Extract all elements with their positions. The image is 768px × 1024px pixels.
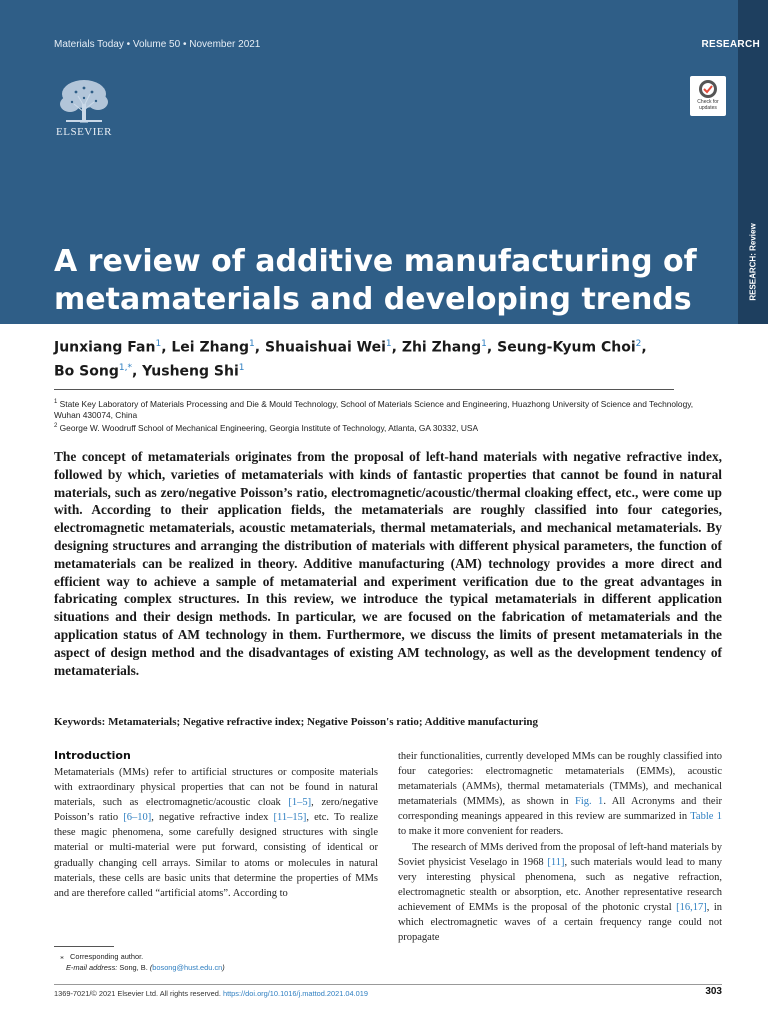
citation-link[interactable]: [11–15] — [273, 812, 307, 824]
author-separator: , — [161, 339, 172, 356]
author-affiliation-marker[interactable]: 1 — [238, 362, 245, 373]
text-run: , negative refractive index — [151, 812, 274, 824]
email-owner: Song, B. — [119, 963, 148, 972]
author-affiliation-marker[interactable]: 1,* — [118, 362, 132, 373]
journal-issue-line[interactable]: Materials Today • Volume 50 • November 2021 — [54, 39, 261, 50]
figure-link[interactable]: Fig. 1 — [575, 796, 604, 808]
citation-link[interactable]: [6–10] — [123, 812, 152, 824]
author-affiliation-marker[interactable]: 2 — [635, 339, 642, 349]
text-run: , in which electromagnetic waves of a certain frequency range could not propagate — [398, 901, 722, 944]
table-link[interactable]: Table 1 — [690, 811, 723, 823]
body-paragraph — [398, 749, 722, 840]
page-number: 303 — [705, 986, 722, 997]
article-title: A review of additive manufacturing of metamaterials and developing trends — [54, 244, 697, 317]
citation-link[interactable]: [1–5] — [288, 797, 312, 809]
footer-copyright — [54, 989, 368, 998]
body-paragraph — [398, 840, 722, 946]
author-affiliation-marker[interactable]: 1 — [155, 339, 162, 349]
copyright-text: 1369-7021/© 2021 Elsevier Ltd. All rights reserved. — [54, 989, 221, 998]
body-column-left — [54, 749, 378, 901]
email-link[interactable]: bosong@hust.edu.cn — [152, 963, 223, 972]
author-name[interactable]: Seung-Kyum Choi — [497, 339, 636, 356]
doi-link[interactable]: https://doi.org/10.1016/j.mattod.2021.04.019 — [222, 989, 369, 998]
corresponding-author-footnote — [54, 951, 374, 973]
abstract: The concept of metamaterials originates from the proposal of left-hand materials with negative refractive index, followed by which, varieties of metamaterials with kinds of fantastic properties that cannot be found in natural materials, such as zero/negative Poisson’s ratio, electromagnetic/acoustic/thermal cloaking effect, etc., were come up with. According to their application fields, the metamaterials are roughly classified into four categories, electromagnetic metamaterials, acoustic metamaterials, thermal metamaterials, and mechanical metamaterials. By designing structures and arranging the distribution of materials with different physical parameters, the function of metamaterials can be realized in theory. Additive manufacturing (AM) technology provides a more direct and efficient way to achieve a sample of metamaterial and experiment verification due to the great advantages in fabricating complex structures. In this review, we introduce the typical metamaterials in different application situations and their design methods. In particular, we are focused on the fabrication of metamaterials and the application status of AM technology in them. Furthermore, we discuss the limits of present metamaterials in the aspect of design method and the disadvantages of existing AM technology, as well as the development tendency of metamaterials. — [54, 449, 722, 678]
keywords: Keywords: Metamaterials; Negative refractive index; Negative Poisson's ratio; Additive manufacturing — [54, 716, 539, 728]
author-separator: , — [391, 339, 402, 356]
footnote-email-line: E-mail address: Song, B. (bosong@hust.edu.cn) — [66, 963, 225, 972]
affiliation-marker: 2 — [54, 422, 58, 429]
affiliations — [54, 397, 694, 434]
citation-link[interactable]: [11] — [547, 856, 565, 868]
affiliation-item — [54, 421, 694, 434]
check-updates-text-line1: Check for — [697, 99, 719, 105]
body-column-right — [398, 749, 722, 945]
footnote-text: Corresponding author. — [70, 952, 144, 961]
affiliation-item — [54, 397, 694, 421]
author-name[interactable]: Lei Zhang — [171, 339, 250, 356]
author-divider — [54, 389, 674, 390]
section-heading-introduction: Introduction — [54, 749, 131, 762]
text-run: to make it more convenient for readers. — [398, 826, 564, 838]
footer-divider — [54, 984, 722, 985]
side-section-label: RESEARCH: Review — [748, 223, 758, 301]
check-updates-text-line2: updates — [699, 105, 717, 111]
footnote-mark: ⁎ — [60, 952, 64, 961]
author-separator: , — [641, 339, 647, 356]
author-name[interactable]: Zhi Zhang — [401, 339, 482, 356]
author-list — [54, 334, 694, 381]
text-run: , zero/negative Poisson’s ratio — [54, 797, 378, 824]
author-name[interactable]: Yusheng Shi — [142, 363, 239, 380]
email-label: E-mail address: — [66, 963, 118, 972]
author-affiliation-marker[interactable]: 1 — [249, 339, 255, 349]
author-name[interactable]: Junxiang Fan — [54, 339, 156, 356]
author-affiliation-marker[interactable]: 1 — [481, 339, 487, 349]
author-name[interactable]: Bo Song — [54, 363, 119, 380]
author-name[interactable]: Shuaishuai Wei — [264, 339, 386, 356]
elsevier-wordmark: ELSEVIER — [56, 126, 112, 138]
footnote-line — [54, 951, 374, 962]
section-label: RESEARCH — [701, 39, 760, 50]
author-affiliation-marker[interactable]: 1 — [385, 339, 392, 349]
text-run: Metamaterials (MMs) refer to artificial structures or composite materials with extraordinary physical properties that can not be found in natural materials, such as electromagnetic/acoustic cloak — [54, 767, 378, 809]
text-run: The research of MMs derived from the proposal of left-hand materials by Soviet physicist Veselago in 1968 — [398, 841, 722, 868]
footnote-divider — [54, 946, 114, 947]
citation-link[interactable]: [16,17] — [676, 901, 707, 913]
author-separator: , — [131, 363, 143, 380]
affiliation-text: State Key Laboratory of Materials Processing and Die & Mould Technology, School of Materials Science and Engineering, Huazhong University of Science and Technology, Wuhan 430074, China — [54, 398, 694, 420]
author-separator: , — [486, 339, 498, 356]
body-paragraph — [54, 765, 378, 901]
text-run: , such materials would lead to many very interesting physical phenomena, such as negative refraction, electromagnetic stealth or absorption, etc. Another representative research achievement of EMMs is the proposal of the photonic crystal — [398, 856, 722, 913]
author-separator: , — [254, 339, 265, 356]
affiliation-text: George W. Woodruff School of Mechanical Engineering, Georgia Institute of Technology, Atlanta, GA 30332, USA — [59, 422, 479, 433]
check-for-updates-button[interactable] — [690, 76, 726, 116]
affiliation-marker: 1 — [54, 399, 58, 405]
text-run: their functionalities, currently developed MMs can be roughly classified into four categories: electromagnetic metamaterials (EMMs), acoustic metamaterials (AMMs), thermal metamaterials (TMMs), and mechanical metamaterials (MMMs), as shown in — [398, 751, 722, 808]
text-run: , etc. To realize these magic phenomena, some carefully designed structures with single material or multi-material were put forward, consisting of identical or gradually changing cell arrays. Similar to atoms or molecules in natural materials, these cells are basic units that determine the properties of MMs and are therefore called “artificial atoms”. According to — [54, 812, 378, 899]
check-updates-icon — [698, 79, 718, 99]
text-run: . All Acronyms and their corresponding meanings appeared in this review are summarized in — [398, 796, 722, 823]
